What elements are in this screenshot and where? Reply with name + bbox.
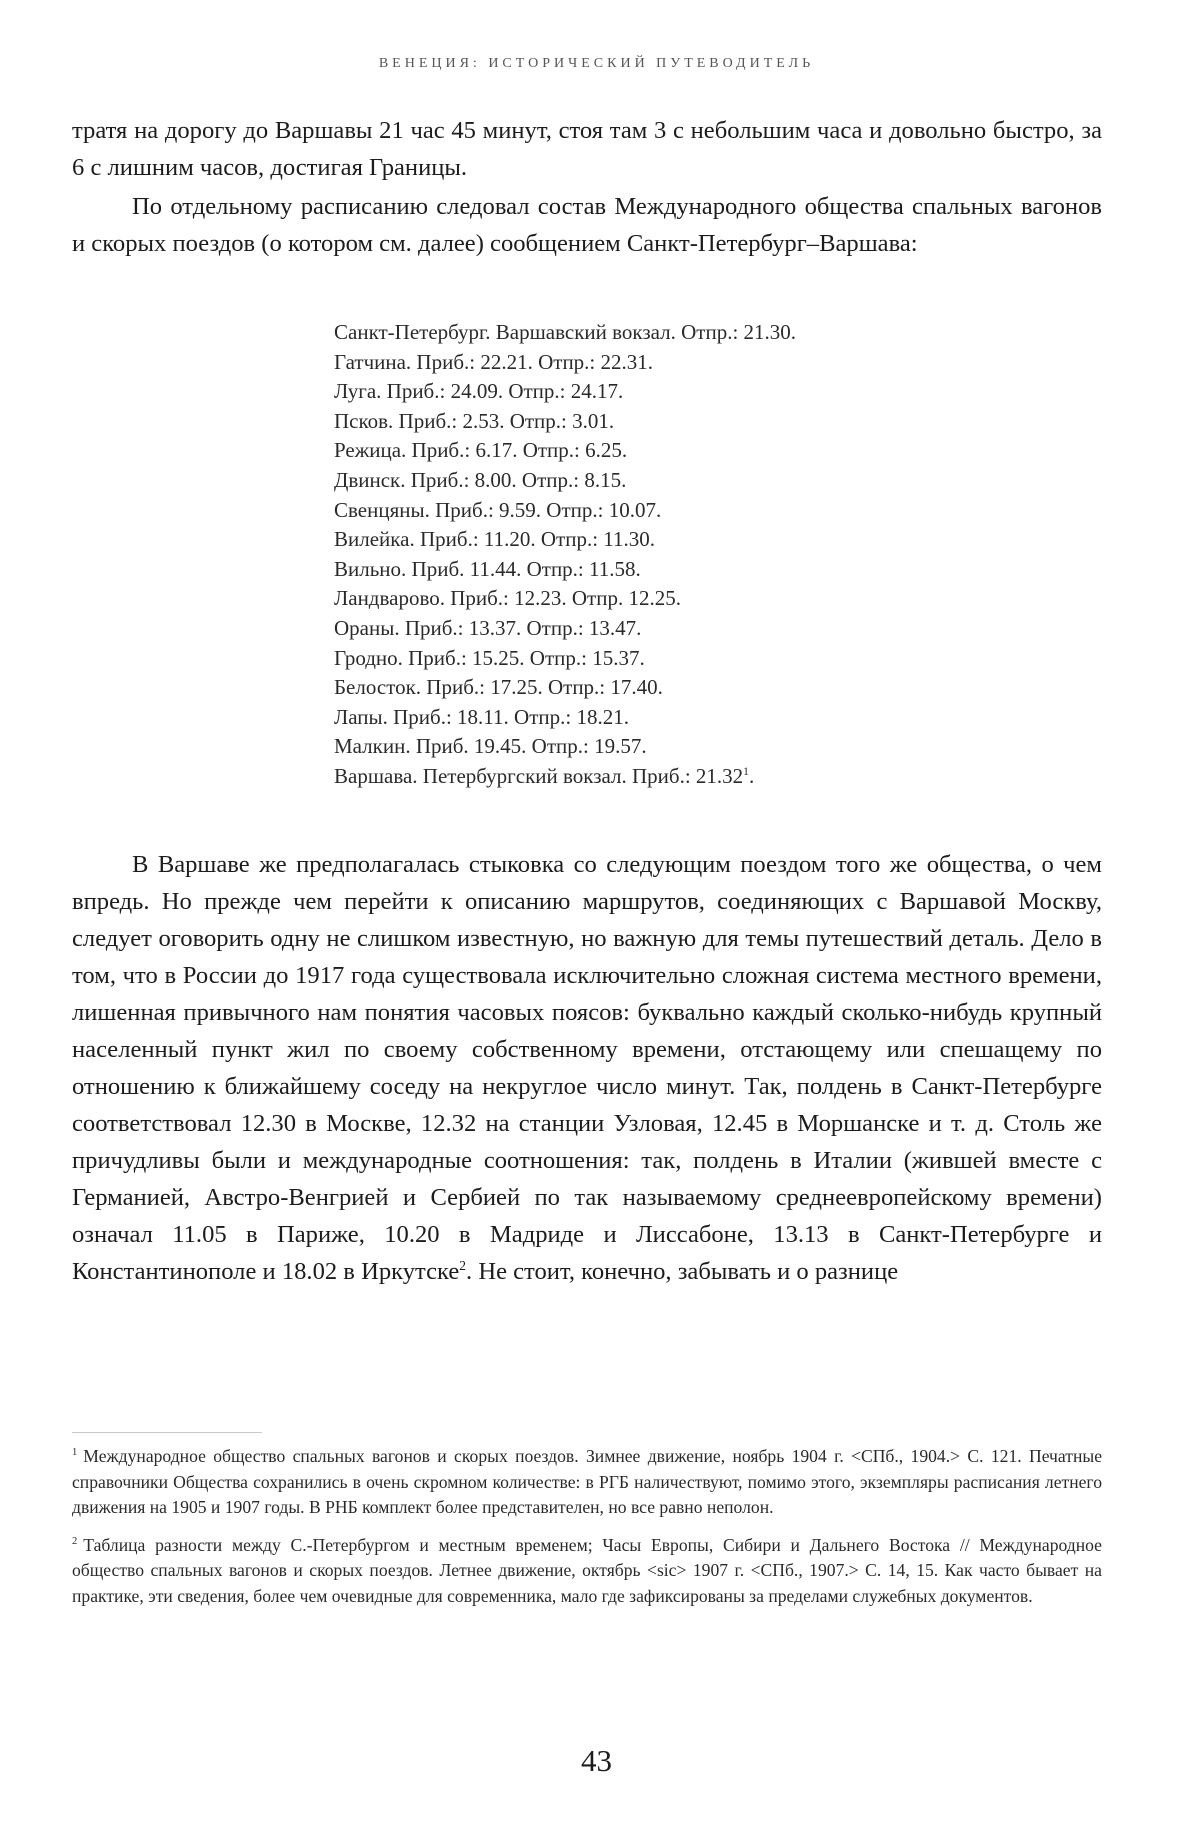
schedule-row-text: Варшава. Петербургский вокзал. Приб.: 21.32 — [334, 763, 744, 788]
paragraph-text — [72, 846, 1102, 1290]
schedule-row: Вилейка. Приб.: 11.20. Отпр.: 11.30. — [334, 527, 656, 552]
footnote-2 — [72, 1533, 1102, 1610]
schedule-row: Гродно. Приб.: 15.25. Отпр.: 15.37. — [334, 645, 645, 670]
footnote-mark: 2 — [72, 1535, 78, 1547]
schedule-row: Ораны. Приб.: 13.37. Отпр.: 13.47. — [334, 615, 642, 640]
footnote-text: Международное общество спальных вагонов и скорых поездов. Зимнее движение, ноябрь 1904 г. <СПб., 1904.> С. 121. Печатные справочники Общества сохранились в очень скромном количестве: в РГБ наличествуют, помимо этого, экземпляры расписания летнего движения на 1905 и 1907 годы. В РНБ комплект более представителен, но все равно неполон. — [72, 1446, 1102, 1518]
schedule-row: Псков. Приб.: 2.53. Отпр.: 3.01. — [334, 408, 615, 433]
paragraph-schedule-intro — [72, 188, 1102, 262]
footnote-text: Таблица разности между С.-Петербургом и местным временем; Часы Европы, Сибири и Дальнего Востока // Международное общество спальных вагонов и скорых поездов. Летнее движение, октябрь <sic> 1907 г. <СПб., 1907.> С. 14, 15. Как часто бывает на практике, эти сведения, более чем очевидные для современника, мало где зафиксированы за пределами служебных документов. — [72, 1534, 1102, 1606]
footnotes — [72, 1444, 1102, 1622]
schedule-row: Двинск. Приб.: 8.00. Отпр.: 8.15. — [334, 467, 627, 492]
footnote-1 — [72, 1444, 1102, 1521]
footnote-mark: 1 — [72, 1447, 78, 1459]
schedule-row: Лапы. Приб.: 18.11. Отпр.: 18.21. — [334, 704, 629, 729]
schedule-row: Малкин. Приб. 19.45. Отпр.: 19.57. — [334, 734, 647, 759]
schedule-row-last — [334, 762, 1054, 792]
schedule-row-end: . — [748, 763, 755, 788]
schedule-row: Белосток. Приб.: 17.25. Отпр.: 17.40. — [334, 675, 663, 700]
schedule-row: Санкт-Петербург. Варшавский вокзал. Отпр.: 21.30. — [334, 320, 797, 344]
schedule-row: Гатчина. Приб.: 22.21. Отпр.: 22.31. — [334, 349, 654, 374]
train-schedule — [334, 318, 1054, 792]
page-number: 43 — [581, 1743, 612, 1778]
paragraph-text: По отдельному расписанию следовал состав Международного общества спальных вагонов и скорых поездов (о котором см. далее) сообщением Санкт-Петербург–Варшава: — [72, 193, 1102, 257]
running-head: ВЕНЕЦИЯ: ИСТОРИЧЕСКИЙ ПУТЕВОДИТЕЛЬ — [378, 56, 815, 71]
paragraph-local-time — [72, 846, 1102, 1290]
paragraph-text: тратя на дорогу до Варшавы 21 час 45 минут, стоя там 3 с небольшим часа и довольно быстро, за 6 с лишним часов, достигая Границы. — [72, 117, 1102, 181]
schedule-row: Режица. Приб.: 6.17. Отпр.: 6.25. — [334, 438, 628, 463]
paragraph-text-part: . Не стоит, конечно, забывать и о разнице — [466, 1258, 899, 1285]
schedule-row: Свенцяны. Приб.: 9.59. Отпр.: 10.07. — [334, 497, 662, 522]
schedule-row: Ландварово. Приб.: 12.23. Отпр. 12.25. — [334, 586, 681, 611]
footnote-ref-1[interactable]: 1 — [743, 765, 749, 778]
paragraph-continuation — [72, 112, 1102, 186]
schedule-row: Вильно. Приб. 11.44. Отпр.: 11.58. — [334, 556, 641, 581]
footnote-ref-2[interactable]: 2 — [459, 1257, 467, 1273]
footnote-divider — [72, 1432, 262, 1433]
schedule-row: Луга. Приб.: 24.09. Отпр.: 24.17. — [334, 379, 624, 404]
paragraph-text-part: В Варшаве же предполагалась стыковка со следующим поездом того же общества, о чем впредь. Но прежде чем перейти к описанию маршрутов, соединяющих с Варшавой Москву, следует оговорить одну не слишком известную, но важную для темы путешествий деталь. Дело в том, что в России до 1917 года существовала исключительно сложная система местного времени, лишенная привычного нам понятия часовых поясов: буквально каждый сколько-нибудь крупный населенный пункт жил по своему собственному времени, отстающему или спешащему по отношению к ближайшему соседу на некруглое число минут. Так, полдень в Санкт-Петербурге соответствовал 12.30 в Москве, 12.32 на станции Узловая, 12.45 в Моршанске и т. д. Столь же причудливы были и международные соотношения: так, полдень в Италии (жившей вместе с Германией, Австро-Венгрией и Сербией по так называемому среднеевропейскому времени) означал 11.05 в Париже, 10.20 в Мадриде и Лиссабоне, 13.13 в Санкт-Петербурге и Константинополе и 18.02 в Иркутске — [72, 851, 1102, 1285]
